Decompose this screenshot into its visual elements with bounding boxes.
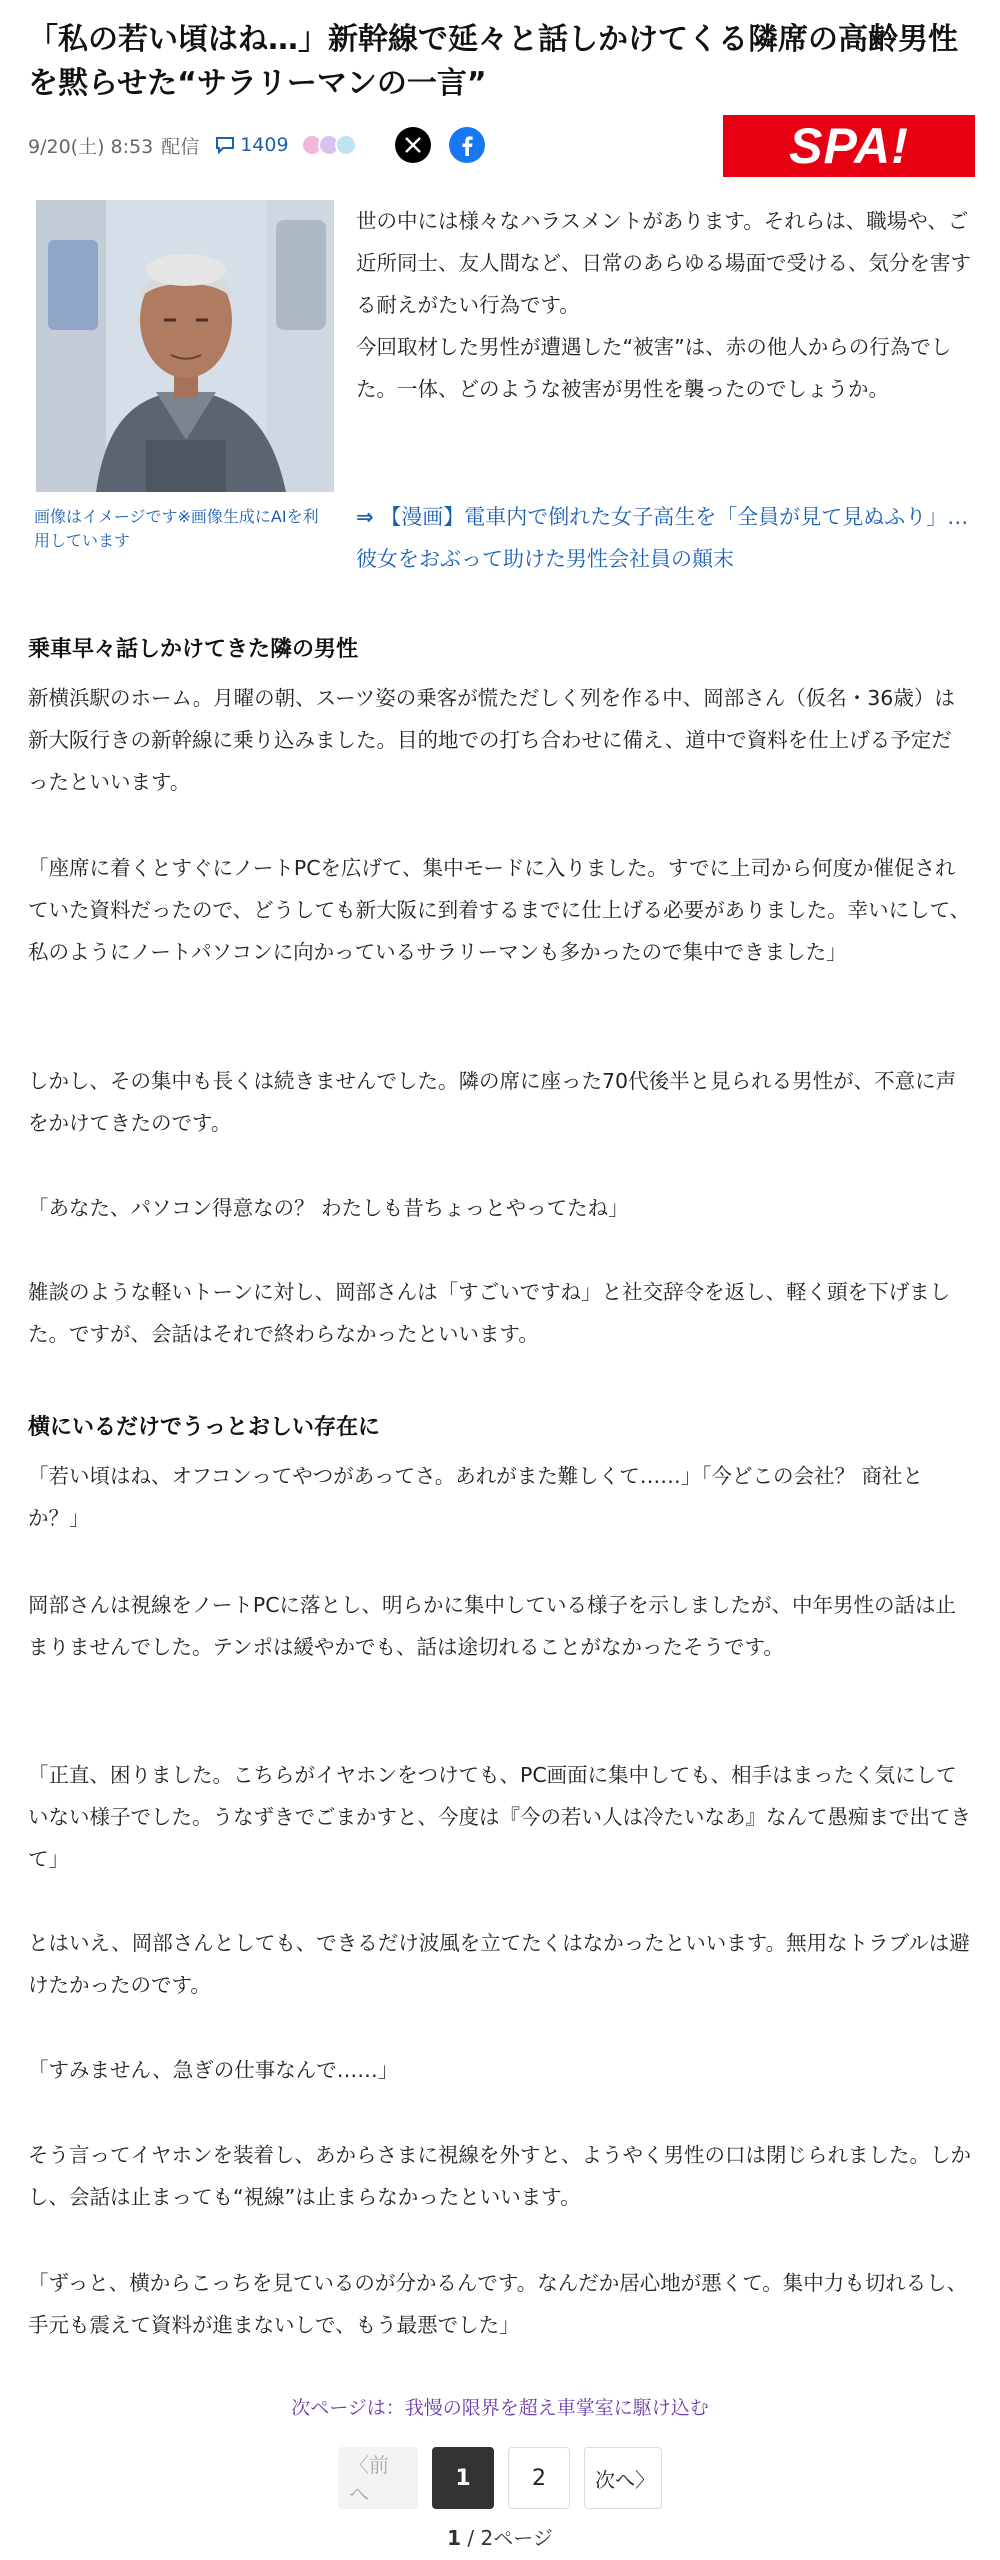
prev-page-button[interactable]: 〈前へ [338, 2447, 418, 2509]
body-paragraph: 「若い頃はね、オフコンってやつがあってさ。あれがまた難しくて……」「今どこの会社？ 商社とか？」 [28, 1464, 923, 1530]
article-meta [28, 125, 485, 165]
related-link-text: 【漫画】電車内で倒れた女子高生を「全員が見て見ぬふり」…彼女をおぶって助けた男性会社員の顛末 [356, 505, 969, 571]
body-paragraph: 「すみません、急ぎの仕事なんで……」 [28, 2058, 399, 2082]
page-1-button[interactable]: 1 [432, 2447, 494, 2509]
body-paragraph: そう言ってイヤホンを装着し、あからさまに視線を外すと、ようやく男性の口は閉じられました。しかし、会話は止まっても“視線”は止まらなかったといいます。 [28, 2143, 971, 2209]
delivery-label: 配信 [161, 135, 200, 158]
facebook-share-button[interactable] [449, 127, 485, 163]
page-2-button[interactable]: 2 [508, 2447, 570, 2509]
elderly-man-illustration [36, 200, 334, 492]
page-count [0, 2522, 1000, 2551]
section-heading: 乗車早々話しかけてきた隣の男性 [28, 637, 359, 662]
body-paragraph: とはいえ、岡部さんとしても、できるだけ波風を立てたくはなかったといいます。無用なトラブルは避けたかったのです。 [28, 1931, 970, 1997]
publish-date: 9/20(土) 8:53 [28, 135, 154, 158]
body-paragraph: しかし、その集中も長くは続きませんでした。隣の席に座った70代後半と見られる男性が、不意に声をかけてきたのです。 [28, 1069, 957, 1135]
body-paragraph: 「あなた、パソコン得意なの？ わたしも昔ちょっとやってたね」 [28, 1196, 629, 1220]
image-caption: 画像はイメージです※画像生成にAIを利用しています [34, 507, 319, 550]
publisher-logo[interactable]: SPA! [723, 115, 975, 177]
reaction-emoji-icon [335, 134, 357, 156]
body-paragraph: 「ずっと、横からこっちを見ているのが分かるんです。なんだか居心地が悪くて。集中力も切れるし、手元も震えて資料が進まないしで、もう最悪でした」 [28, 2271, 968, 2337]
lead-paragraph: 世の中には様々なハラスメントがあります。それらは、職場や、ご近所同士、友人間など、日常のあらゆる場面で受ける、気分を害する耐えがたい行為です。 [356, 209, 971, 317]
comment-count: 1409 [240, 134, 289, 156]
section-heading: 横にいるだけでうっとおしい存在に [28, 1415, 381, 1440]
comment-link[interactable] [215, 134, 288, 156]
article-image[interactable] [36, 200, 334, 492]
x-logo-icon [404, 136, 422, 154]
x-share-button[interactable] [395, 127, 431, 163]
current-page-number: 1 [447, 2526, 462, 2550]
next-page-button[interactable]: 次へ〉 [584, 2447, 662, 2509]
body-paragraph: 新横浜駅のホーム。月曜の朝、スーツ姿の乗客が慌ただしく列を作る中、岡部さん（仮名・36歳）は新大阪行きの新幹線に乗り込みました。目的地での打ち合わせに備え、道中で資料を仕上げる予定だったといいます。 [28, 686, 955, 794]
body-paragraph: 「正直、困りました。こちらがイヤホンをつけても、PC画面に集中しても、相手はまったく気にしていない様子でした。うなずきでごまかすと、今度は『今の若い人は冷たいなあ』なんて愚痴まで出てきて」 [28, 1763, 971, 1871]
body-paragraph: 岡部さんは視線をノートPCに落とし、明らかに集中している様子を示しましたが、中年男性の話は止まりませんでした。テンポは緩やかでも、話は途切れることがなかったそうです。 [28, 1593, 957, 1659]
related-arrow: ⇒ [356, 505, 374, 529]
comment-bubble-icon [215, 136, 235, 154]
page-total-label: / 2ページ [467, 2526, 553, 2550]
reaction-icons[interactable] [301, 134, 357, 156]
body-paragraph: 「座席に着くとすぐにノートPCを広げて、集中モードに入りました。すでに上司から何度か催促されていた資料だったので、どうしても新大阪に到着するまでに仕上げる必要がありました。幸いにして、私のようにノートパソコンに向かっているサラリーマンも多かったので集中できました」 [28, 856, 971, 964]
next-page-link[interactable]: 次ページは：我慢の限界を超え車掌室に駆け込む [291, 2397, 709, 2419]
pagination [0, 2447, 1000, 2509]
lead-paragraph: 今回取材した男性が遭遇した“被害”は、赤の他人からの行為でした。一体、どのような被害が男性を襲ったのでしょうか。 [356, 335, 952, 401]
article-headline: 「私の若い頃はね…」新幹線で延々と話しかけてくる隣席の高齢男性を黙らせた“サラリーマンの一言” [28, 22, 958, 101]
facebook-logo-icon [458, 134, 476, 156]
related-article-link[interactable] [356, 496, 974, 580]
body-paragraph: 雑談のような軽いトーンに対し、岡部さんは「すごいですね」と社交辞令を返し、軽く頭を下げました。ですが、会話はそれで終わらなかったといいます。 [28, 1280, 951, 1346]
lead-text [356, 200, 974, 410]
